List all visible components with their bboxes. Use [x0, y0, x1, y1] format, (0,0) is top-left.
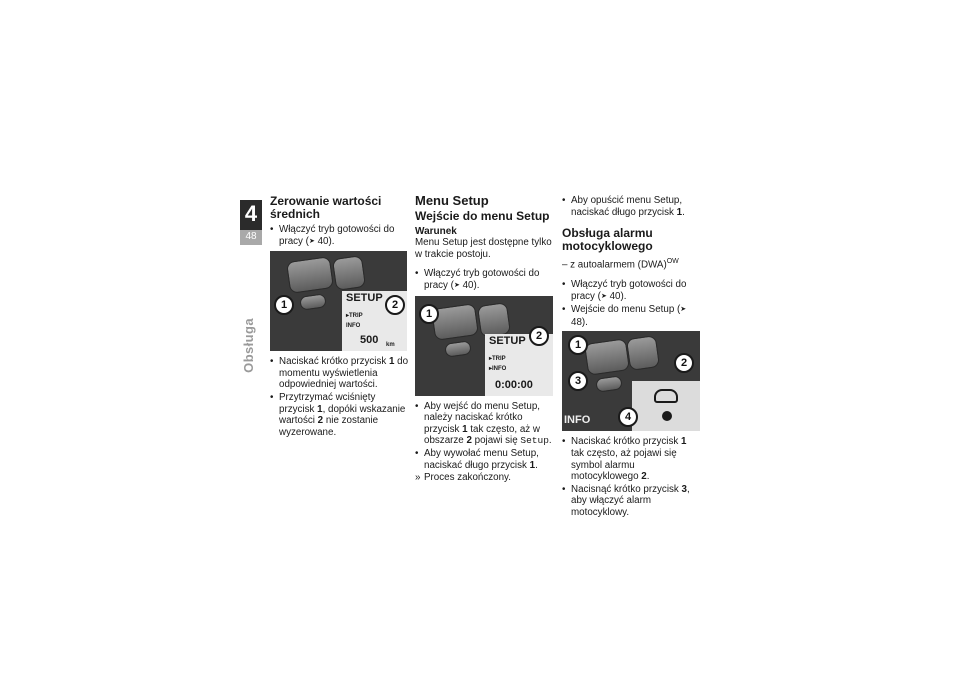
steps-list	[270, 224, 410, 248]
alarm-figure	[562, 331, 700, 431]
display-setup-text: SETUP	[489, 334, 526, 347]
arrow-icon: ➤	[680, 306, 687, 314]
display-setup-text: SETUP	[346, 292, 383, 305]
list-item: • Przytrzymać wciśnięty przycisk 1, dopóki wskazanie wartości 2 nie zostanie wyzerowane.	[270, 392, 410, 438]
arrow-icon: ➤	[308, 237, 315, 245]
chapter-tab	[240, 200, 262, 245]
condition-label: Warunek	[415, 225, 457, 237]
setup-display-text: Setup	[520, 435, 549, 447]
rocker-illustration	[595, 376, 623, 393]
r-button-illustration	[626, 335, 660, 371]
callout-3: 3	[568, 371, 588, 391]
callout-2: 2	[674, 353, 694, 373]
steps-list-2	[270, 356, 410, 438]
option-text: – z autoalarmem (DWA)$^{OW}$	[562, 258, 679, 271]
trip-button-illustration	[286, 256, 334, 294]
page-number: 48	[240, 230, 262, 245]
page-ref-link[interactable]: 40	[317, 235, 329, 247]
chapter-number: 4	[240, 200, 262, 230]
section-heading-alarm: Obsługa alarmu motocyklowego	[562, 226, 653, 254]
page-ref-link[interactable]: 48	[571, 316, 582, 328]
steps-list-2	[415, 401, 555, 484]
list-item: • Wejście do menu Setup (➤ 48).	[562, 304, 702, 328]
steps-list-2	[562, 279, 702, 328]
display-time-value: 0:00:00	[495, 378, 533, 391]
callout-2: 2	[385, 295, 405, 315]
callout-1: 1	[568, 335, 588, 355]
callout-1: 1	[419, 304, 439, 324]
motorcycle-alarm-icon	[654, 389, 678, 403]
list-item: • Nacisnąć krótko przycisk 3, aby włączyć alarm motocyklowy.	[562, 484, 702, 519]
callout-1: 1	[274, 295, 294, 315]
list-item: • Aby wejść do menu Setup, należy naciskać krótko przycisk 1 tak często, aż w obszarze 2 pojawi się Setup.	[415, 401, 555, 447]
steps-list	[415, 268, 555, 292]
result-item: » Proces zakończony.	[415, 472, 555, 484]
list-item: • Włączyć tryb gotowości do pracy (➤ 40).	[415, 268, 555, 292]
chapter-name: Obsługa	[241, 318, 256, 373]
list-item: • Aby opuścić menu Setup, naciskać długo przycisk 1.	[562, 195, 702, 218]
rocker-illustration	[299, 293, 327, 310]
display-trip-text: ▸TRIP	[489, 355, 506, 362]
display-trip-text: ▸TRIP	[346, 313, 363, 320]
list-item: • Aby wywołać menu Setup, naciskać długo przycisk 1.	[415, 448, 555, 471]
r-button-illustration	[477, 302, 511, 338]
page-ref-link[interactable]: 40	[609, 290, 621, 302]
handlebar-figure	[270, 251, 407, 351]
handlebar-figure-setup	[415, 296, 553, 396]
page-ref-link[interactable]: 40	[462, 279, 474, 291]
column-2	[415, 195, 555, 485]
list-item: • Włączyć tryb gotowości do pracy (➤ 40).	[562, 279, 702, 303]
subheading-enter-setup: Wejście do menu Setup	[415, 208, 550, 223]
list-item: • Naciskać krótko przycisk 1 do momentu wyświetlenia odpowiedniej wartości.	[270, 356, 410, 391]
list-item: • Naciskać krótko przycisk 1 tak często, aż pojawi się symbol alarmu motocyklowego 2.	[562, 436, 702, 482]
display-unit: km	[386, 342, 395, 349]
column-3	[562, 195, 702, 520]
option-code: OW	[666, 258, 679, 266]
section-heading-setup-menu: Menu Setup	[415, 193, 489, 208]
callout-4: 4	[618, 407, 638, 427]
steps-list	[562, 195, 702, 218]
display-info-text: INFO	[346, 323, 361, 330]
section-heading-reset-averages: Zerowanie wartości średnich	[270, 194, 382, 221]
r-button-illustration	[332, 255, 366, 291]
steps-list-3	[562, 436, 702, 518]
arrow-icon: ➤	[453, 281, 460, 289]
trip-button-illustration	[431, 303, 479, 341]
column-1	[270, 195, 410, 439]
display-info-text: INFO	[564, 414, 591, 427]
trip-button-illustration	[584, 339, 630, 377]
display-info-text: ▸INFO	[489, 365, 507, 372]
list-item: • Włączyć tryb gotowości do pracy (➤ 40).	[270, 224, 410, 248]
rocker-illustration	[444, 340, 472, 357]
arrow-icon: ➤	[600, 292, 607, 300]
callout-2: 2	[529, 326, 549, 346]
display-odometer-value: 500	[360, 334, 379, 347]
condition-text: Menu Setup jest dostępne tylko w trakcie postoju.	[415, 237, 552, 260]
